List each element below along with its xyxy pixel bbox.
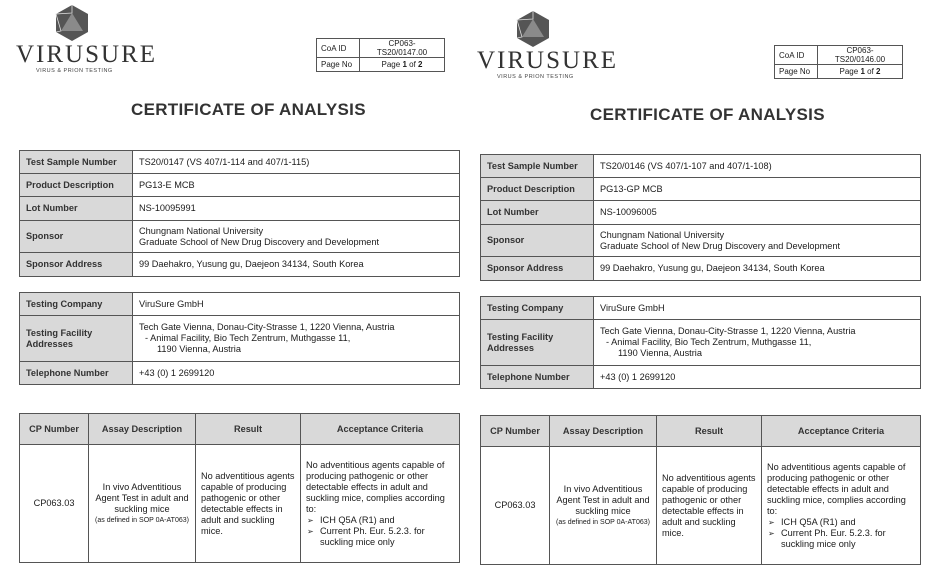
- product-value: PG13-GP MCB: [594, 178, 921, 201]
- brand-name: VIRUSURE: [477, 47, 619, 74]
- accept-item: ➢ Current Ph. Eur. 5.2.3. for suckling mice only: [306, 526, 454, 548]
- header-result: Result: [657, 416, 762, 447]
- lot-value: NS-10096005: [594, 201, 921, 225]
- page-no-value: Page 1 of 2: [818, 65, 903, 79]
- coa-id-label: CoA ID: [775, 46, 818, 65]
- test-sample-label: Test Sample Number: [481, 155, 594, 178]
- icosahedron-icon: [515, 10, 551, 48]
- certificate-page-1: [0, 0, 466, 582]
- result-cell: No adventitious agents capable of producing pathogenic or other detectable effects in adult and suckling mice.: [657, 447, 762, 565]
- cp-number-cell: CP063.03: [20, 445, 89, 563]
- page-no-label: Page No: [317, 58, 360, 72]
- page-no-label: Page No: [775, 65, 818, 79]
- cp-number-cell: CP063.03: [481, 447, 550, 565]
- sponsor-label: Sponsor: [20, 221, 133, 253]
- coa-id-box: [316, 38, 445, 72]
- assay-table: [480, 415, 921, 565]
- header-assay-description: Assay Description: [89, 414, 196, 445]
- virusure-logo: [16, 4, 157, 74]
- page-title: CERTIFICATE OF ANALYSIS: [590, 105, 825, 124]
- testing-company-value: ViruSure GmbH: [594, 297, 921, 320]
- lot-value: NS-10095991: [133, 197, 460, 221]
- testing-company-label: Testing Company: [20, 293, 133, 316]
- testing-info-table: [480, 296, 921, 389]
- page-title: CERTIFICATE OF ANALYSIS: [131, 100, 366, 119]
- acceptance-criteria-cell: No adventitious agents capable of producing pathogenic or other detectable effects in adult and suckling mice, complies according to: ➢ ICH Q5A (R1) and ➢ Current Ph. Eur. 5.2.3. for suckling mice only: [762, 447, 921, 565]
- product-value: PG13-E MCB: [133, 174, 460, 197]
- testing-info-table: [19, 292, 460, 385]
- virusure-logo: [477, 10, 618, 80]
- sponsor-address-value: 99 Daehakro, Yusung gu, Daejeon 34134, South Korea: [594, 257, 921, 281]
- header-cp-number: CP Number: [481, 416, 550, 447]
- header-cp-number: CP Number: [20, 414, 89, 445]
- header-assay-description: Assay Description: [550, 416, 657, 447]
- sample-info-table: [19, 150, 460, 277]
- coa-id-value: CP063-TS20/0146.00: [818, 46, 903, 65]
- coa-id-box: [774, 45, 903, 79]
- coa-id-label: CoA ID: [317, 39, 360, 58]
- brand-name: VIRUSURE: [16, 41, 158, 68]
- facility-label: Testing Facility Addresses: [481, 320, 594, 366]
- facility-value: Tech Gate Vienna, Donau-City-Strasse 1, 1220 Vienna, Austria - Animal Facility, Bio Tech Zentrum, Muthgasse 11, 1190 Vienna, Austria: [133, 316, 460, 362]
- assay-description-cell: In vivo Adventitious Agent Test in adult and suckling mice (as defined in SOP 0A-AT063): [89, 445, 196, 563]
- sponsor-address-label: Sponsor Address: [481, 257, 594, 281]
- header-acceptance-criteria: Acceptance Criteria: [301, 414, 460, 445]
- acceptance-criteria-cell: No adventitious agents capable of producing pathogenic or other detectable effects in adult and suckling mice, complies according to: ➢ ICH Q5A (R1) and ➢ Current Ph. Eur. 5.2.3. for suckling mice only: [301, 445, 460, 563]
- sponsor-value: Chungnam National University Graduate School of New Drug Discovery and Development: [133, 221, 460, 253]
- certificate-page-2: [466, 0, 932, 582]
- result-cell: No adventitious agents capable of producing pathogenic or other detectable effects in adult and suckling mice.: [196, 445, 301, 563]
- header-acceptance-criteria: Acceptance Criteria: [762, 416, 921, 447]
- test-sample-label: Test Sample Number: [20, 151, 133, 174]
- accept-item: ➢ ICH Q5A (R1) and: [306, 515, 454, 526]
- test-sample-value: TS20/0146 (VS 407/1-107 and 407/1-108): [594, 155, 921, 178]
- accept-item: ➢ Current Ph. Eur. 5.2.3. for suckling mice only: [767, 528, 915, 550]
- lot-label: Lot Number: [20, 197, 133, 221]
- sponsor-label: Sponsor: [481, 225, 594, 257]
- sponsor-value: Chungnam National University Graduate School of New Drug Discovery and Development: [594, 225, 921, 257]
- facility-label: Testing Facility Addresses: [20, 316, 133, 362]
- page-no-value: Page 1 of 2: [360, 58, 445, 72]
- sponsor-address-label: Sponsor Address: [20, 253, 133, 277]
- telephone-label: Telephone Number: [20, 362, 133, 385]
- accept-item: ➢ ICH Q5A (R1) and: [767, 517, 915, 528]
- facility-value: Tech Gate Vienna, Donau-City-Strasse 1, 1220 Vienna, Austria - Animal Facility, Bio Tech Zentrum, Muthgasse 11, 1190 Vienna, Austria: [594, 320, 921, 366]
- icosahedron-icon: [54, 4, 90, 42]
- coa-id-value: CP063-TS20/0147.00: [360, 39, 445, 58]
- telephone-label: Telephone Number: [481, 366, 594, 389]
- sponsor-address-value: 99 Daehakro, Yusung gu, Daejeon 34134, South Korea: [133, 253, 460, 277]
- product-label: Product Description: [20, 174, 133, 197]
- brand-tagline: VIRUS & PRION TESTING: [497, 74, 574, 80]
- sample-info-table: [480, 154, 921, 281]
- testing-company-value: ViruSure GmbH: [133, 293, 460, 316]
- assay-description-cell: In vivo Adventitious Agent Test in adult and suckling mice (as defined in SOP 0A-AT063): [550, 447, 657, 565]
- header-result: Result: [196, 414, 301, 445]
- telephone-value: +43 (0) 1 2699120: [133, 362, 460, 385]
- assay-table: [19, 413, 460, 563]
- telephone-value: +43 (0) 1 2699120: [594, 366, 921, 389]
- test-sample-value: TS20/0147 (VS 407/1-114 and 407/1-115): [133, 151, 460, 174]
- brand-tagline: VIRUS & PRION TESTING: [36, 68, 113, 74]
- testing-company-label: Testing Company: [481, 297, 594, 320]
- product-label: Product Description: [481, 178, 594, 201]
- lot-label: Lot Number: [481, 201, 594, 225]
